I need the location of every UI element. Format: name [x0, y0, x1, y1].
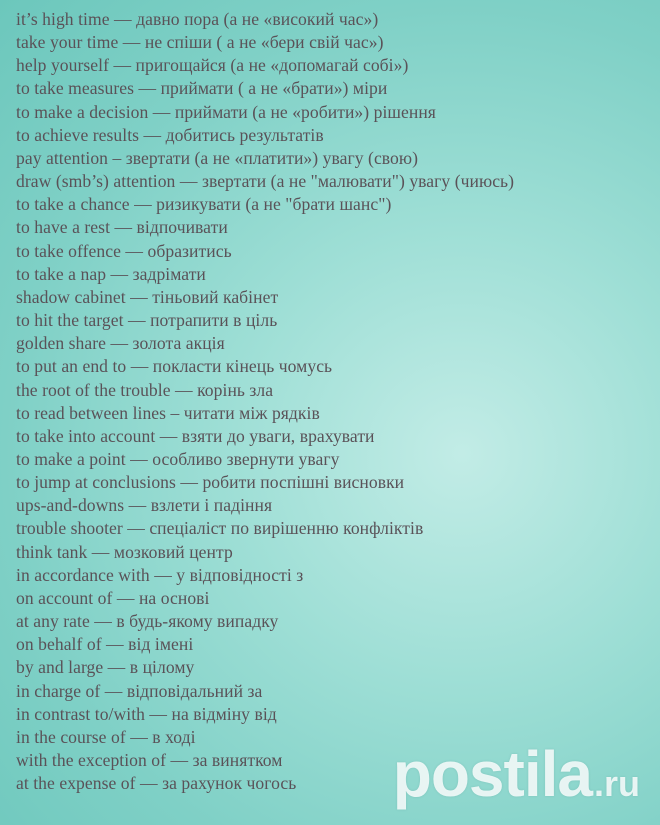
phrase-row: in contrast to/with — на відміну від: [16, 703, 277, 724]
phrase-row: think tank — мозковий центр: [16, 541, 233, 562]
phrase-row: in charge of — відповідальний за: [16, 680, 263, 701]
phrase-row: in the course of — в ході: [16, 726, 196, 747]
phrase-row: to read between lines – читати між рядків: [16, 402, 320, 423]
phrase-row: to take a nap — задрімати: [16, 263, 206, 284]
phrase-list: [16, 8, 648, 795]
phrase-row: in accordance with — у відповідності з: [16, 564, 304, 585]
phrase-row: by and large — в цілому: [16, 657, 195, 678]
phrase-row: help yourself — пригощайся (а не «допомагай собі»): [16, 55, 409, 76]
phrase-row: shadow cabinet — тіньовий кабінет: [16, 286, 279, 307]
phrase-row: to put an end to — покласти кінець чомусь: [16, 356, 333, 377]
phrase-row: to take into account — взяти до уваги, врахувати: [16, 425, 375, 446]
phrase-row: at the expense of — за рахунок чогось: [16, 773, 297, 794]
phrase-row: on behalf of — від імені: [16, 634, 194, 655]
phrase-row: on account of — на основі: [16, 587, 210, 608]
phrase-row: pay attention – звертати (а не «платити») увагу (свою): [16, 147, 418, 168]
phrase-row: to make a point — особливо звернути увагу: [16, 448, 340, 469]
phrase-row: it’s high time — давно пора (а не «високий час»): [16, 9, 379, 29]
phrase-row: golden share — золота акція: [16, 333, 225, 354]
phrase-row: draw (smb’s) attention — звертати (а не "малювати") увагу (чиюсь): [16, 171, 515, 192]
phrase-row: ups-and-downs — взлети і падіння: [16, 495, 273, 516]
phrase-row: with the exception of — за винятком: [16, 750, 283, 770]
phrase-row: trouble shooter — спеціаліст по вирішенню конфліктів: [16, 518, 424, 539]
watermark-name: postila: [392, 738, 592, 810]
phrase-row: the root of the trouble — корінь зла: [16, 379, 274, 400]
phrase-row: to jump at conclusions — робити поспішні висновки: [16, 472, 405, 493]
phrase-row: take your time — не спіши ( а не «бери свій час»): [16, 32, 384, 53]
phrase-row: to achieve results — добитись результатів: [16, 124, 324, 145]
phrase-row: to take a chance — ризикувати (а не "брати шанс"): [16, 194, 392, 215]
phrase-row: at any rate — в будь-якому випадку: [16, 611, 279, 632]
watermark-tld: .ru: [593, 763, 640, 804]
phrase-row: to have a rest — відпочивати: [16, 217, 228, 238]
phrase-row: to take offence — образитись: [16, 240, 232, 261]
watermark-logo: [393, 737, 640, 811]
phrase-row: to take measures — приймати ( а не «брати») міри: [16, 78, 388, 99]
phrase-row: to make a decision — приймати (а не «робити») рішення: [16, 101, 436, 122]
phrase-row: to hit the target — потрапити в ціль: [16, 310, 278, 331]
